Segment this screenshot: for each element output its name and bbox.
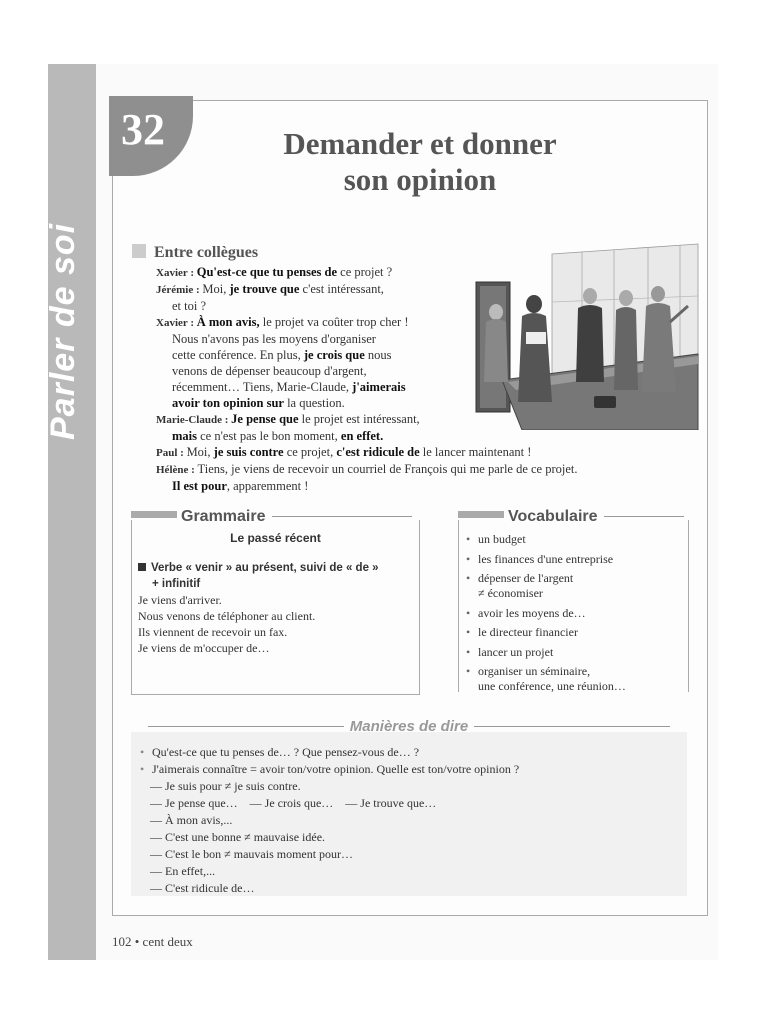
grammaire-heading-text: Grammaire bbox=[181, 508, 266, 525]
grammaire-rule-line-2: + infinitif bbox=[152, 578, 201, 590]
manieres-list bbox=[140, 744, 680, 897]
key-expression: c'est ridicule de bbox=[336, 445, 420, 459]
key-expression: j'aimerais bbox=[352, 380, 406, 394]
vocabulaire-item-line: • organiser un séminaire, bbox=[478, 664, 591, 678]
heading-bar-icon bbox=[131, 511, 177, 518]
heading-bar-icon bbox=[458, 511, 504, 518]
vocabulaire-item-line: • dépenser de l'argent bbox=[478, 571, 574, 585]
dialogue-text-segment: ce projet, bbox=[283, 445, 337, 459]
manieres-sub: — C'est ridicule de… bbox=[150, 881, 255, 895]
vocabulaire-item bbox=[466, 606, 691, 621]
dialogue-text-segment: cette conférence. En plus, bbox=[172, 348, 304, 362]
dialogue-text-segment: la question. bbox=[283, 396, 345, 410]
vocabulaire-item bbox=[466, 645, 691, 660]
dialogue-text-segment: le projet va coûter trop cher ! bbox=[259, 315, 409, 329]
speaker-name: Hélène : bbox=[156, 464, 198, 476]
dialogue-text-segment: le lancer maintenant ! bbox=[419, 445, 532, 459]
grammaire-example: Je viens de m'occuper de… bbox=[138, 641, 270, 655]
vocabulaire-item-line: ≠ économiser bbox=[478, 586, 543, 600]
key-expression: Je pense que bbox=[231, 412, 299, 426]
speaker-name: Xavier : bbox=[156, 317, 197, 329]
grammaire-example: Ils viennent de recevoir un fax. bbox=[138, 625, 288, 639]
page-footer: 102 • cent deux bbox=[112, 934, 193, 949]
key-expression: Qu'est-ce que tu penses de bbox=[196, 265, 338, 279]
key-expression: je crois que bbox=[303, 348, 365, 362]
grammaire-subheading: Le passé récent bbox=[230, 531, 321, 545]
dialogue-text-segment: ce n'est pas le bon moment, bbox=[197, 429, 341, 443]
page-title bbox=[240, 126, 600, 198]
vocabulaire-item-line: • lancer un projet bbox=[478, 644, 554, 659]
manieres-heading-text: Manières de dire bbox=[349, 718, 469, 735]
vocabulaire-item bbox=[466, 571, 691, 601]
dialogue-line bbox=[156, 461, 676, 478]
dialogue-text-segment: Nous n'avons pas les moyens d'organiser bbox=[172, 332, 376, 346]
lesson-number: 32 bbox=[121, 105, 165, 154]
speaker-name: Marie-Claude : bbox=[156, 414, 232, 426]
manieres-bullet: • J'aimerais connaître = avoir ton/votre opinion. Quelle est ton/votre opinion ? bbox=[140, 761, 680, 778]
dialogue-line bbox=[156, 444, 676, 461]
title-line-1: Demander et donner bbox=[283, 126, 557, 161]
dialogue-heading-text: Entre collègues bbox=[154, 244, 259, 261]
dialogue-text-segment: Tiens, je viens de recevoir un courriel de François qui me parle de ce projet. bbox=[197, 462, 578, 476]
dialogue-heading bbox=[132, 244, 258, 262]
manieres-heading bbox=[131, 718, 687, 735]
manieres-bullet: • Qu'est-ce que tu penses de… ? Que pensez-vous de… ? bbox=[140, 744, 680, 761]
grammaire-rule bbox=[138, 560, 413, 592]
dialogue-text-segment: Moi, bbox=[186, 445, 214, 459]
vocabulaire-item bbox=[466, 625, 691, 640]
dialogue-line bbox=[156, 428, 676, 444]
manieres-sub: — C'est une bonne ≠ mauvaise idée. bbox=[150, 830, 326, 844]
key-expression: je trouve que bbox=[229, 282, 300, 296]
speaker-name: Jérémie : bbox=[156, 284, 203, 296]
dialogue-text-segment: nous bbox=[364, 348, 392, 362]
heading-rule bbox=[272, 516, 412, 517]
key-expression: en effet. bbox=[340, 429, 384, 443]
side-label: Parler de soi bbox=[44, 222, 82, 440]
square-marker-icon bbox=[132, 244, 146, 258]
vocabulaire-item bbox=[466, 664, 691, 694]
key-expression: mais bbox=[172, 429, 197, 443]
grammaire-example: Je viens d'arriver. bbox=[138, 593, 222, 607]
square-bullet-icon bbox=[138, 563, 146, 571]
dialogue-text-segment: récemment… Tiens, Marie-Claude, bbox=[172, 380, 353, 394]
manieres-sub: — Je suis pour ≠ je suis contre. bbox=[150, 779, 301, 793]
dialogue-text-segment: et toi ? bbox=[172, 299, 207, 313]
dialogue-text-segment: Moi, bbox=[202, 282, 230, 296]
vocabulaire-item-line: • les finances d'une entreprise bbox=[478, 551, 614, 566]
vocabulaire-item bbox=[466, 532, 691, 547]
heading-rule bbox=[474, 726, 670, 727]
dialogue-text-segment: , apparemment ! bbox=[226, 479, 309, 493]
heading-rule bbox=[148, 726, 344, 727]
office-meeting-illustration bbox=[462, 242, 702, 430]
heading-rule bbox=[604, 516, 684, 517]
dialogue-text-segment: c'est intéressant, bbox=[299, 282, 384, 296]
key-expression: À mon avis, bbox=[196, 315, 260, 329]
speaker-name: Xavier : bbox=[156, 267, 197, 279]
vocabulaire-item-line: • le directeur financier bbox=[478, 625, 578, 639]
grammaire-content bbox=[138, 530, 413, 656]
key-expression: Il est pour bbox=[172, 479, 227, 493]
dialogue-text-segment: venons de dépenser beaucoup d'argent, bbox=[172, 364, 367, 378]
dialogue-line bbox=[156, 478, 676, 494]
speaker-name: Paul : bbox=[156, 447, 187, 459]
vocabulaire-item-line: une conférence, une réunion… bbox=[478, 679, 626, 693]
vocabulaire-item bbox=[466, 552, 691, 567]
dialogue-text-segment: le projet est intéressant, bbox=[298, 412, 420, 426]
title-line-2: son opinion bbox=[343, 162, 497, 197]
key-expression: je suis contre bbox=[213, 445, 284, 459]
dialogue-text-segment: ce projet ? bbox=[337, 265, 393, 279]
grammaire-example: Nous venons de téléphoner au client. bbox=[138, 609, 316, 623]
manieres-sub: — Je pense que… — Je crois que… — Je trouve que… bbox=[150, 796, 437, 810]
vocabulaire-item-line: • avoir les moyens de… bbox=[478, 605, 586, 620]
manieres-sub: — À mon avis,... bbox=[150, 813, 233, 827]
vocabulaire-heading-text: Vocabulaire bbox=[508, 508, 598, 525]
grammaire-rule-line-1: Verbe « venir » au présent, suivi de « de » bbox=[151, 562, 379, 574]
key-expression: avoir ton opinion sur bbox=[172, 396, 284, 410]
manieres-sub: — En effet,... bbox=[150, 864, 216, 878]
vocabulaire-item-line: • un budget bbox=[478, 532, 526, 546]
vocabulaire-list bbox=[466, 532, 691, 699]
manieres-sub: — C'est le bon ≠ mauvais moment pour… bbox=[150, 847, 354, 861]
